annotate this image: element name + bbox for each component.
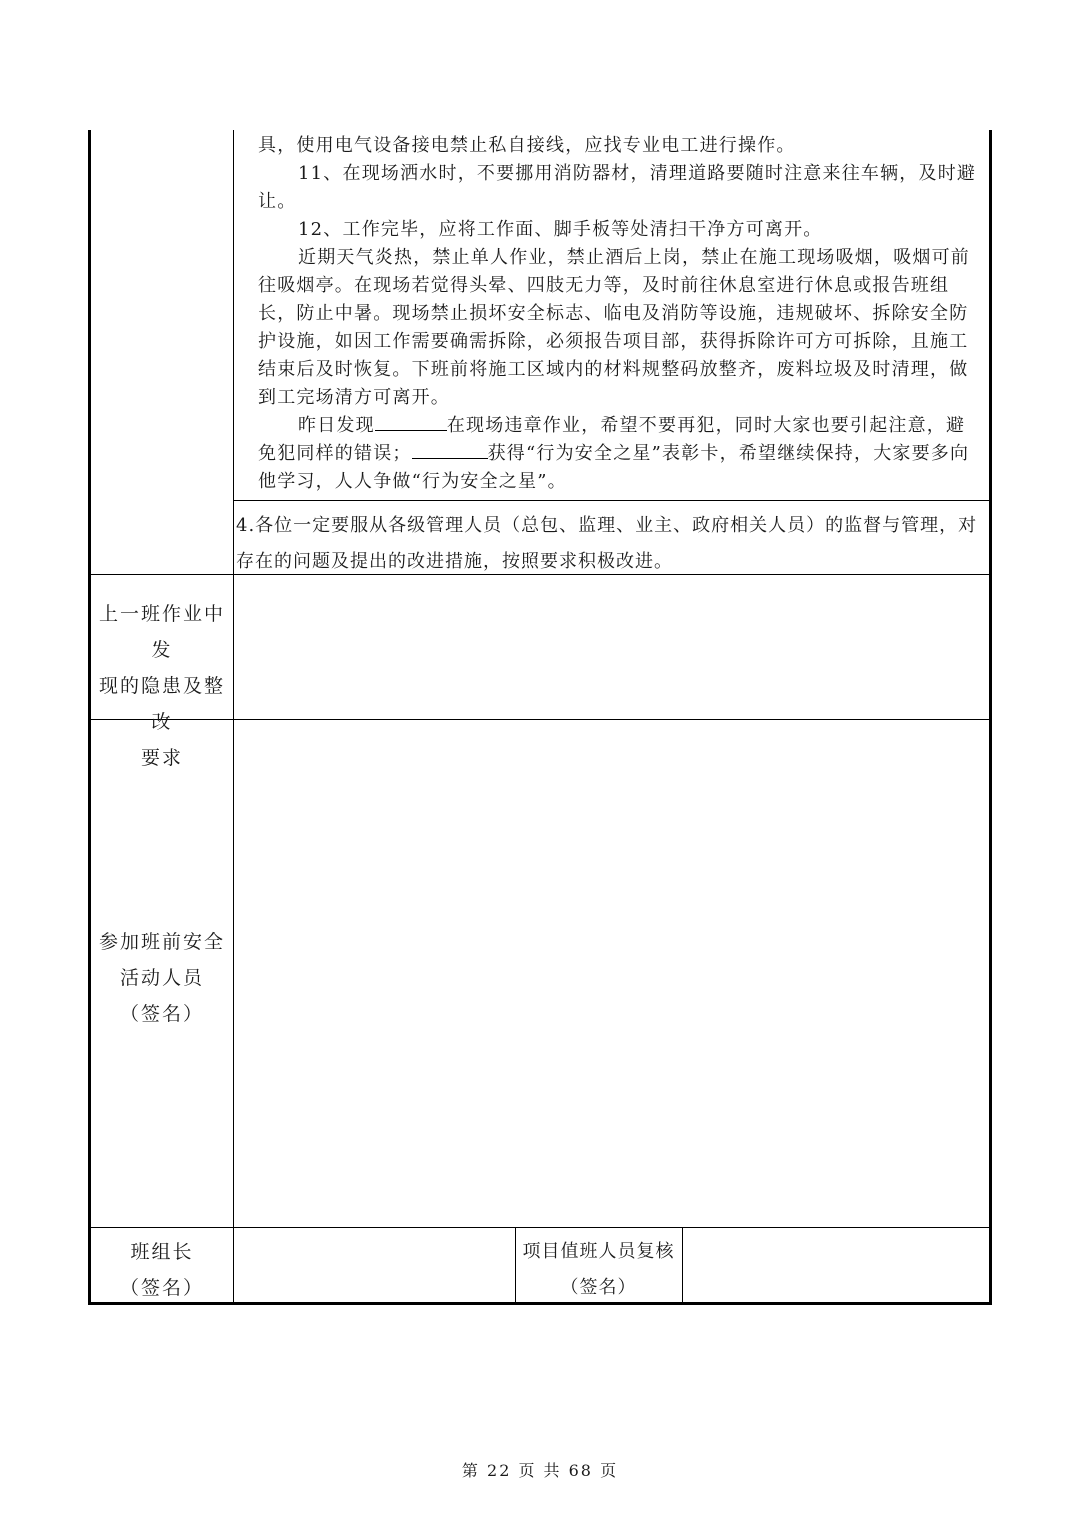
item4-top-divider [233, 500, 992, 501]
attendees-signature-cell[interactable] [234, 720, 992, 1227]
hazards-label [91, 596, 233, 776]
safety-briefing-table [88, 130, 992, 1305]
hazards-label-line-3: 要求 [140, 747, 183, 769]
safety-star-text: 获得“行为安全之星”表彰卡，希望继续保持，大家要多向他学习，人人争做“行为安全之星”。 [258, 443, 970, 492]
attendees-label [91, 924, 233, 1032]
rule-12: 12、工作完毕，应将工作面、脚手板等处清扫干净方可离开。 [298, 219, 823, 240]
reviewer-signature-cell[interactable] [683, 1228, 992, 1302]
team-leader-label-line-2: （签名） [119, 1277, 204, 1299]
team-leader-signature-cell[interactable] [234, 1228, 515, 1302]
item-4-paragraph: 4.各位一定要服从各级管理人员（总包、监理、业主、政府相关人员）的监督与管理，对存在的问题及提出的改进措施，按照要求积极改进。 [236, 515, 978, 572]
reviewer-label [515, 1234, 682, 1306]
safety-rules-text [258, 132, 978, 496]
safety-star-name-blank[interactable] [412, 440, 488, 459]
item-4-text [236, 508, 991, 580]
attendees-label-line-2: 活动人员 [119, 967, 204, 989]
violation-paragraph [258, 412, 978, 496]
heat-safety-paragraph: 近期天气炎热，禁止单人作业，禁止酒后上岗，禁止在施工现场吸烟，吸烟可前往吸烟亭。在现场若觉得头晕、四肢无力等，及时前往休息室进行休息或报告班组长，防止中暑。现场禁止损坏安全标志、临电及消防等设施，违规破坏、拆除安全防护设施，如因工作需要确需拆除，必须报告项目部，获得拆除许可方可拆除，且施工结束后及时恢复。下班前将施工区域内的材料规整码放整齐，废料垃圾及时清理，做到工完场清方可离开。 [258, 247, 970, 408]
hazards-label-line-1: 上一班作业中发 [98, 603, 225, 661]
attendees-label-line-3: （签名） [119, 1003, 204, 1025]
reviewer-label-line-1: 项目值班人员复核 [522, 1241, 675, 1262]
reviewer-label-line-2: （签名） [560, 1277, 637, 1298]
violation-text: 在现场违章作业，希望不要再犯，同时大家也要引起注意，避免犯同样的错误； [258, 415, 966, 464]
hazards-input-cell[interactable] [234, 575, 992, 719]
team-leader-label-line-1: 班组长 [130, 1241, 194, 1263]
rule-11: 11、在现场洒水时，不要挪用消防器材，清理道路要随时注意来往车辆，及时避让。 [258, 163, 977, 212]
attendees-label-line-1: 参加班前安全 [98, 931, 225, 953]
violation-prefix: 昨日发现 [298, 415, 375, 436]
page-footer: 第 22 页 共 68 页 [461, 1461, 619, 1480]
rule-continuation: 具，使用电气设备接电禁止私自接线，应找专业电工进行操作。 [258, 135, 796, 156]
team-leader-label [91, 1234, 233, 1306]
violator-name-blank[interactable] [375, 412, 447, 431]
hazards-label-line-2: 现的隐患及整改 [98, 675, 225, 733]
